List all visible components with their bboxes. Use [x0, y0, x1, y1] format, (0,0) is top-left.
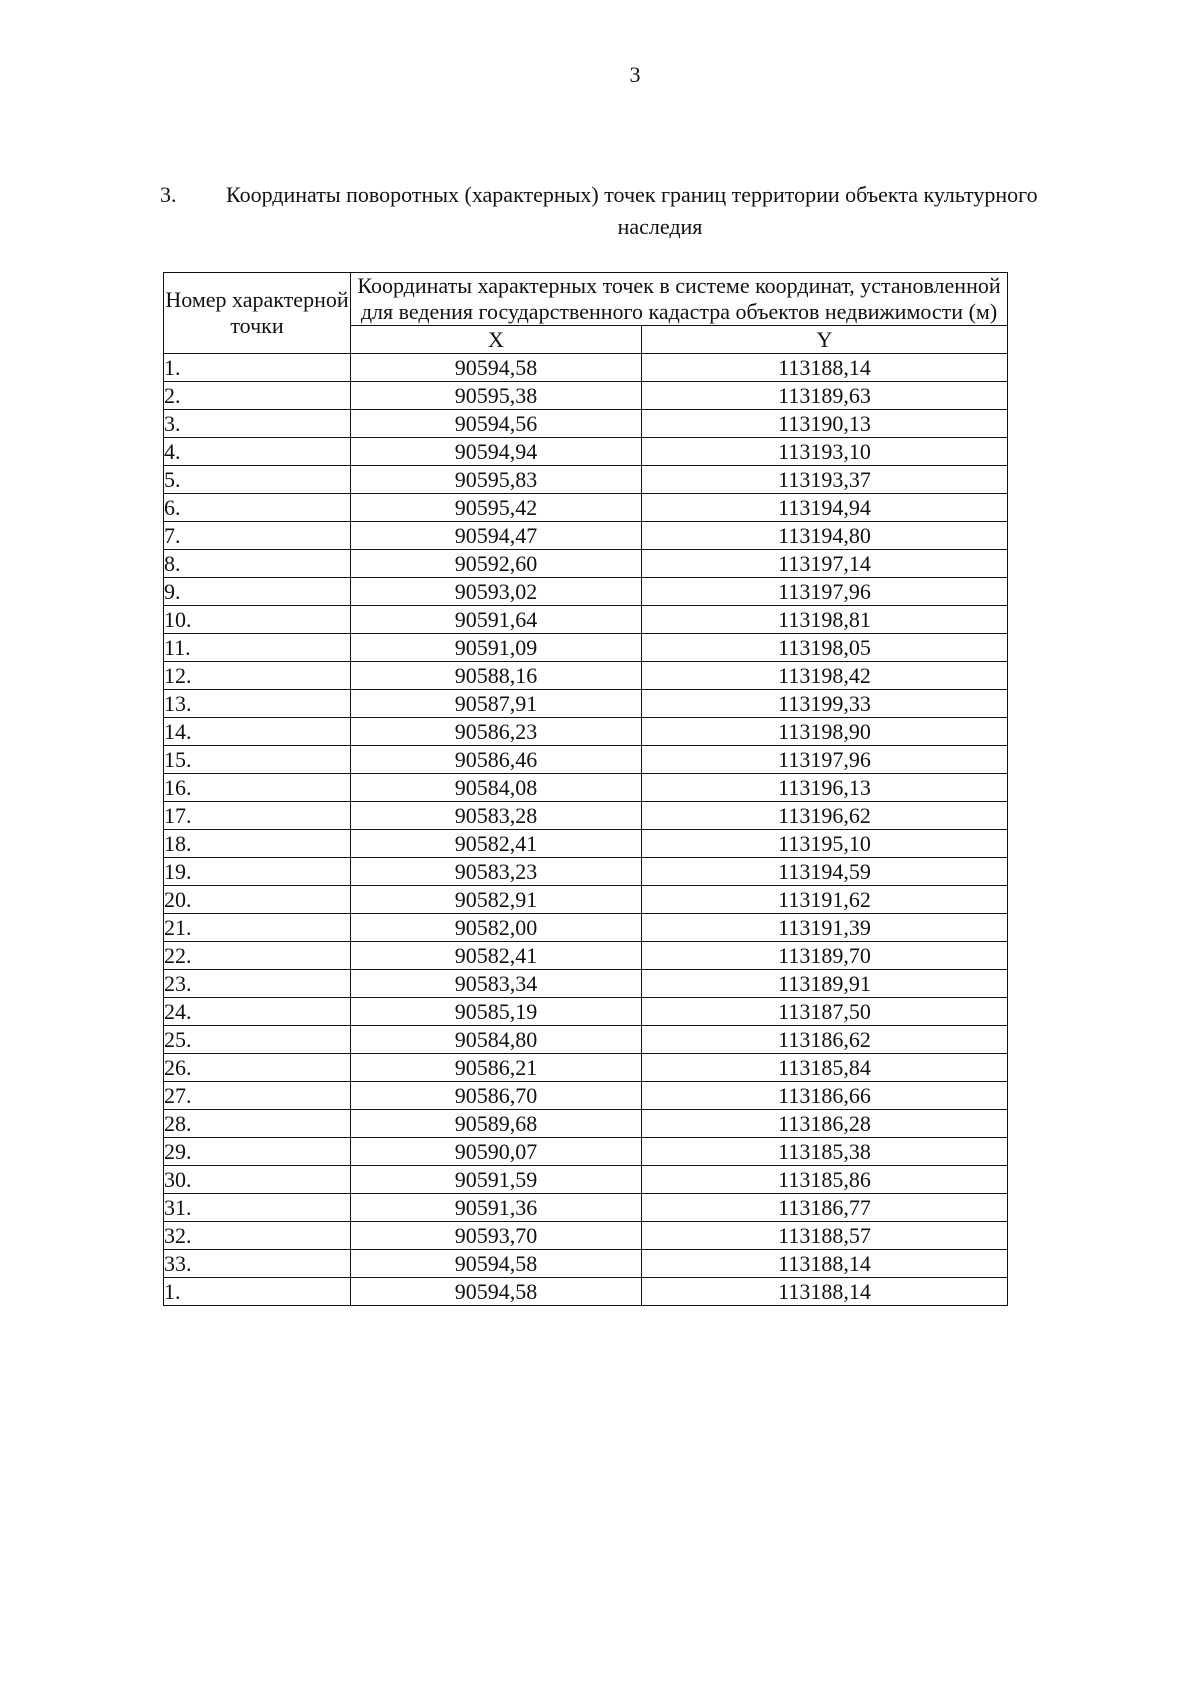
- x-coordinate-cell: 90591,09: [351, 634, 642, 662]
- point-number-cell: 16.: [164, 774, 351, 802]
- table-row: [164, 438, 1008, 466]
- x-coordinate-cell: 90582,41: [351, 830, 642, 858]
- y-coordinate-cell: 113198,05: [642, 634, 1008, 662]
- section-number: 3.: [160, 182, 177, 207]
- point-number-cell: 25.: [164, 1026, 351, 1054]
- table-row: [164, 858, 1008, 886]
- point-number-cell: 32.: [164, 1222, 351, 1250]
- header-y: Y: [642, 326, 1008, 354]
- table-row: [164, 998, 1008, 1026]
- point-number-cell: 5.: [164, 466, 351, 494]
- x-coordinate-cell: 90595,83: [351, 466, 642, 494]
- header-coordinates: Координаты характерных точек в системе координат, установленной для ведения государственного кадастра объектов недвижимости (м): [351, 273, 1008, 326]
- x-coordinate-cell: 90591,64: [351, 606, 642, 634]
- y-coordinate-cell: 113197,96: [642, 578, 1008, 606]
- y-coordinate-cell: 113185,86: [642, 1166, 1008, 1194]
- table-row: [164, 578, 1008, 606]
- y-coordinate-cell: 113194,94: [642, 494, 1008, 522]
- point-number-cell: 8.: [164, 550, 351, 578]
- header-x: X: [351, 326, 642, 354]
- y-coordinate-cell: 113199,33: [642, 690, 1008, 718]
- y-coordinate-cell: 113188,14: [642, 354, 1008, 382]
- point-number-cell: 28.: [164, 1110, 351, 1138]
- y-coordinate-cell: 113188,14: [642, 1278, 1008, 1306]
- y-coordinate-cell: 113197,96: [642, 746, 1008, 774]
- x-coordinate-cell: 90582,00: [351, 914, 642, 942]
- table-row: [164, 1278, 1008, 1306]
- table-row: [164, 942, 1008, 970]
- y-coordinate-cell: 113189,63: [642, 382, 1008, 410]
- point-number-cell: 14.: [164, 718, 351, 746]
- x-coordinate-cell: 90593,02: [351, 578, 642, 606]
- table-row: [164, 886, 1008, 914]
- point-number-cell: 19.: [164, 858, 351, 886]
- table-row: [164, 466, 1008, 494]
- x-coordinate-cell: 90594,56: [351, 410, 642, 438]
- x-coordinate-cell: 90595,42: [351, 494, 642, 522]
- y-coordinate-cell: 113193,10: [642, 438, 1008, 466]
- y-coordinate-cell: 113186,28: [642, 1110, 1008, 1138]
- y-coordinate-cell: 113186,66: [642, 1082, 1008, 1110]
- y-coordinate-cell: 113187,50: [642, 998, 1008, 1026]
- table-row: [164, 382, 1008, 410]
- table-row: [164, 1054, 1008, 1082]
- y-coordinate-cell: 113185,84: [642, 1054, 1008, 1082]
- x-coordinate-cell: 90582,41: [351, 942, 642, 970]
- y-coordinate-cell: 113191,39: [642, 914, 1008, 942]
- x-coordinate-cell: 90585,19: [351, 998, 642, 1026]
- table-row: [164, 550, 1008, 578]
- y-coordinate-cell: 113188,14: [642, 1250, 1008, 1278]
- y-coordinate-cell: 113194,80: [642, 522, 1008, 550]
- y-coordinate-cell: 113190,13: [642, 410, 1008, 438]
- section-title-line1: Координаты поворотных (характерных) точек границ территории объекта культурного: [226, 182, 1038, 207]
- table-row: [164, 1110, 1008, 1138]
- x-coordinate-cell: 90591,59: [351, 1166, 642, 1194]
- x-coordinate-cell: 90590,07: [351, 1138, 642, 1166]
- y-coordinate-cell: 113193,37: [642, 466, 1008, 494]
- point-number-cell: 20.: [164, 886, 351, 914]
- table-row: [164, 970, 1008, 998]
- y-coordinate-cell: 113195,10: [642, 830, 1008, 858]
- x-coordinate-cell: 90594,58: [351, 1250, 642, 1278]
- y-coordinate-cell: 113188,57: [642, 1222, 1008, 1250]
- y-coordinate-cell: 113191,62: [642, 886, 1008, 914]
- table-row: [164, 718, 1008, 746]
- table-row: [164, 494, 1008, 522]
- point-number-cell: 9.: [164, 578, 351, 606]
- y-coordinate-cell: 113185,38: [642, 1138, 1008, 1166]
- x-coordinate-cell: 90587,91: [351, 690, 642, 718]
- x-coordinate-cell: 90591,36: [351, 1194, 642, 1222]
- point-number-cell: 4.: [164, 438, 351, 466]
- table-row: [164, 1026, 1008, 1054]
- point-number-cell: 7.: [164, 522, 351, 550]
- table-row: [164, 1194, 1008, 1222]
- table-row: [164, 690, 1008, 718]
- point-number-cell: 1.: [164, 1278, 351, 1306]
- table-row: [164, 1138, 1008, 1166]
- table-row: [164, 354, 1008, 382]
- table-row: [164, 634, 1008, 662]
- y-coordinate-cell: 113194,59: [642, 858, 1008, 886]
- point-number-cell: 2.: [164, 382, 351, 410]
- x-coordinate-cell: 90586,23: [351, 718, 642, 746]
- point-number-cell: 15.: [164, 746, 351, 774]
- table-row: [164, 410, 1008, 438]
- table-row: [164, 606, 1008, 634]
- point-number-cell: 29.: [164, 1138, 351, 1166]
- point-number-cell: 27.: [164, 1082, 351, 1110]
- x-coordinate-cell: 90592,60: [351, 550, 642, 578]
- x-coordinate-cell: 90594,58: [351, 354, 642, 382]
- header-point-number: Номер характерной точки: [164, 273, 351, 354]
- x-coordinate-cell: 90595,38: [351, 382, 642, 410]
- point-number-cell: 23.: [164, 970, 351, 998]
- x-coordinate-cell: 90589,68: [351, 1110, 642, 1138]
- x-coordinate-cell: 90584,80: [351, 1026, 642, 1054]
- x-coordinate-cell: 90586,70: [351, 1082, 642, 1110]
- x-coordinate-cell: 90583,34: [351, 970, 642, 998]
- y-coordinate-cell: 113196,62: [642, 802, 1008, 830]
- point-number-cell: 26.: [164, 1054, 351, 1082]
- y-coordinate-cell: 113189,70: [642, 942, 1008, 970]
- x-coordinate-cell: 90594,94: [351, 438, 642, 466]
- x-coordinate-cell: 90594,47: [351, 522, 642, 550]
- y-coordinate-cell: 113198,81: [642, 606, 1008, 634]
- section-title-line2: наследия: [617, 214, 703, 239]
- x-coordinate-cell: 90594,58: [351, 1278, 642, 1306]
- x-coordinate-cell: 90583,23: [351, 858, 642, 886]
- y-coordinate-cell: 113198,42: [642, 662, 1008, 690]
- y-coordinate-cell: 113197,14: [642, 550, 1008, 578]
- table-row: [164, 1082, 1008, 1110]
- table-row: [164, 662, 1008, 690]
- table-body: [164, 354, 1008, 1306]
- table-row: [164, 830, 1008, 858]
- x-coordinate-cell: 90588,16: [351, 662, 642, 690]
- point-number-cell: 6.: [164, 494, 351, 522]
- table-row: [164, 1250, 1008, 1278]
- y-coordinate-cell: 113196,13: [642, 774, 1008, 802]
- table-row: [164, 802, 1008, 830]
- table-row: [164, 774, 1008, 802]
- x-coordinate-cell: 90584,08: [351, 774, 642, 802]
- point-number-cell: 3.: [164, 410, 351, 438]
- page-number: 3: [629, 62, 641, 87]
- y-coordinate-cell: 113186,62: [642, 1026, 1008, 1054]
- table-header: [164, 273, 1008, 354]
- point-number-cell: 1.: [164, 354, 351, 382]
- x-coordinate-cell: 90593,70: [351, 1222, 642, 1250]
- table-row: [164, 1166, 1008, 1194]
- table-row: [164, 746, 1008, 774]
- x-coordinate-cell: 90583,28: [351, 802, 642, 830]
- point-number-cell: 22.: [164, 942, 351, 970]
- point-number-cell: 13.: [164, 690, 351, 718]
- x-coordinate-cell: 90586,21: [351, 1054, 642, 1082]
- x-coordinate-cell: 90582,91: [351, 886, 642, 914]
- x-coordinate-cell: 90586,46: [351, 746, 642, 774]
- point-number-cell: 18.: [164, 830, 351, 858]
- point-number-cell: 21.: [164, 914, 351, 942]
- point-number-cell: 12.: [164, 662, 351, 690]
- point-number-cell: 24.: [164, 998, 351, 1026]
- point-number-cell: 10.: [164, 606, 351, 634]
- coordinates-table: [163, 272, 1008, 1306]
- table-row: [164, 914, 1008, 942]
- point-number-cell: 33.: [164, 1250, 351, 1278]
- point-number-cell: 31.: [164, 1194, 351, 1222]
- y-coordinate-cell: 113186,77: [642, 1194, 1008, 1222]
- table-row: [164, 1222, 1008, 1250]
- table-row: [164, 522, 1008, 550]
- y-coordinate-cell: 113198,90: [642, 718, 1008, 746]
- point-number-cell: 17.: [164, 802, 351, 830]
- y-coordinate-cell: 113189,91: [642, 970, 1008, 998]
- point-number-cell: 11.: [164, 634, 351, 662]
- point-number-cell: 30.: [164, 1166, 351, 1194]
